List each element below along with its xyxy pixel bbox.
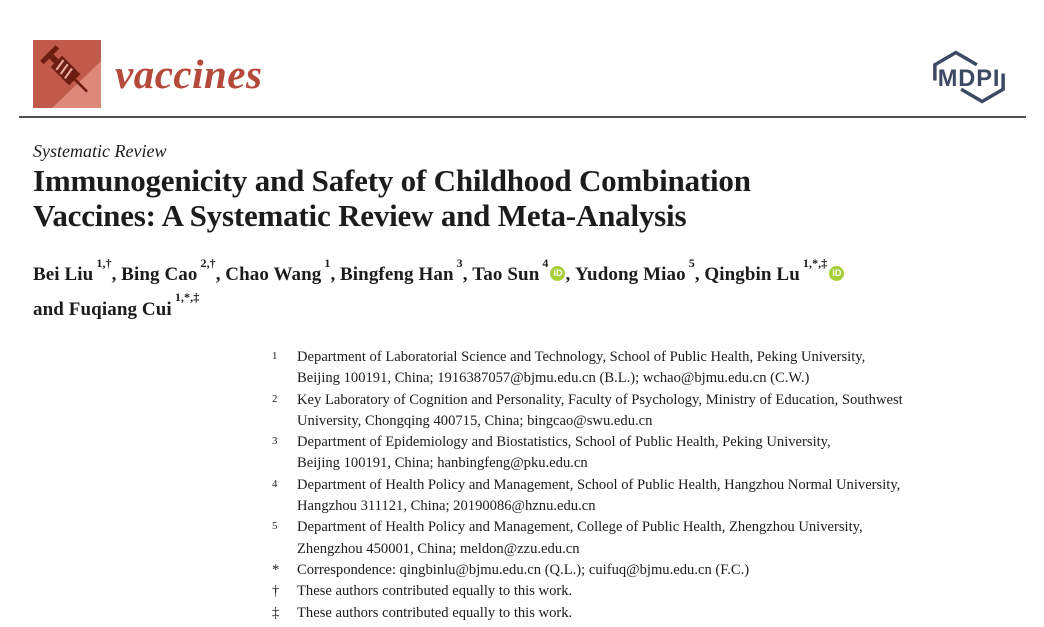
affiliation-marker: 5 xyxy=(272,520,278,533)
affiliation-entry xyxy=(272,347,986,390)
journal-header xyxy=(33,40,1011,108)
author: and Fuqiang Cui$^{1,*,\ddagger}$ xyxy=(33,290,200,320)
author: Chao Wang$^1$, xyxy=(225,256,341,286)
affiliation-text: University, Chongqing 400715, China; bingcao@swu.edu.cn xyxy=(297,412,653,429)
mdpi-hexagon-icon xyxy=(927,48,1011,106)
author: Tao Sun$^4$iD , xyxy=(472,256,575,286)
affiliation-text: Hangzhou 311121, China; 20190086@hznu.edu.cn xyxy=(297,498,596,515)
author: Yudong Miao$^5$, xyxy=(574,256,705,286)
orcid-icon[interactable]: iD xyxy=(550,266,565,281)
affiliation-marker: 4 xyxy=(272,477,278,490)
correspondence-text: Correspondence: qingbinlu@bjmu.edu.cn (Q.L.); cuifuq@bjmu.edu.cn (F.C.) xyxy=(297,561,750,578)
dagger-marker: † xyxy=(272,583,280,600)
article-type-label: Systematic Review xyxy=(33,141,167,161)
affiliation-marker: 3 xyxy=(272,435,278,448)
affiliation-text: Department of Laboratorial Science and Technology, School of Public Health, Peking University, xyxy=(297,349,866,365)
affiliation-text: Beijing 100191, China; hanbingfeng@pku.edu.cn xyxy=(297,455,588,472)
author-joiner: and xyxy=(33,298,69,320)
author: Bingfeng Han$^3$, xyxy=(340,256,473,286)
affiliation-entry xyxy=(272,475,986,518)
mdpi-logo-text: MDPI xyxy=(937,65,1001,92)
equal-contribution-footnote xyxy=(272,581,986,602)
equal-contribution-footnote xyxy=(272,603,986,624)
mdpi-logo xyxy=(927,48,1011,111)
affiliation-text: Key Laboratory of Cognition and Personality, Faculty of Psychology, Ministry of Education, Southwest xyxy=(297,391,903,408)
footnote-text: These authors contributed equally to this work. xyxy=(297,604,573,621)
affiliation-text: Department of Health Policy and Management, School of Public Health, Hangzhou Normal University, xyxy=(297,476,901,493)
article-title xyxy=(33,163,751,233)
article-title-line1: Immunogenicity and Safety of Childhood Combination xyxy=(33,163,751,198)
affiliation-text: Department of Epidemiology and Biostatistics, School of Public Health, Peking University, xyxy=(297,434,831,451)
author: Bing Cao$^{2,\dagger}$, xyxy=(121,256,226,286)
correspondence-entry xyxy=(272,560,986,581)
affiliation-marker: 1 xyxy=(272,350,278,362)
affiliation-entry xyxy=(272,517,986,560)
orcid-icon[interactable]: iD xyxy=(829,266,844,281)
affiliation-text: Department of Health Policy and Management, College of Public Health, Zhengzhou University, xyxy=(297,519,863,536)
author: Bei Liu$^{1,\dagger}$, xyxy=(33,256,122,286)
double-dagger-marker: ‡ xyxy=(272,604,280,621)
author-list xyxy=(33,255,844,324)
footnote-text: These authors contributed equally to this work. xyxy=(297,583,573,600)
author: Qingbin $Lu^{1,*,\ddagger}iD$ xyxy=(704,264,844,285)
affiliation-entry xyxy=(272,390,986,433)
affiliation-marker: 2 xyxy=(272,392,278,405)
affiliation-text: Zhengzhou 450001, China; meldon@zzu.edu.cn xyxy=(297,540,580,557)
affiliation-text: Beijing 100191, China; 1916387057@bjmu.edu.cn (B.L.); wchao@bjmu.edu.cn (C.W.) xyxy=(297,370,810,387)
correspondence-marker: * xyxy=(272,561,280,578)
header-divider xyxy=(19,116,1026,118)
affiliation-entry xyxy=(272,432,986,475)
syringe-icon xyxy=(33,40,101,108)
affiliation-list xyxy=(272,347,986,624)
article-title-line2: Vaccines: A Systematic Review and Meta-Analysis xyxy=(33,198,687,233)
journal-name: vaccines xyxy=(115,51,263,97)
